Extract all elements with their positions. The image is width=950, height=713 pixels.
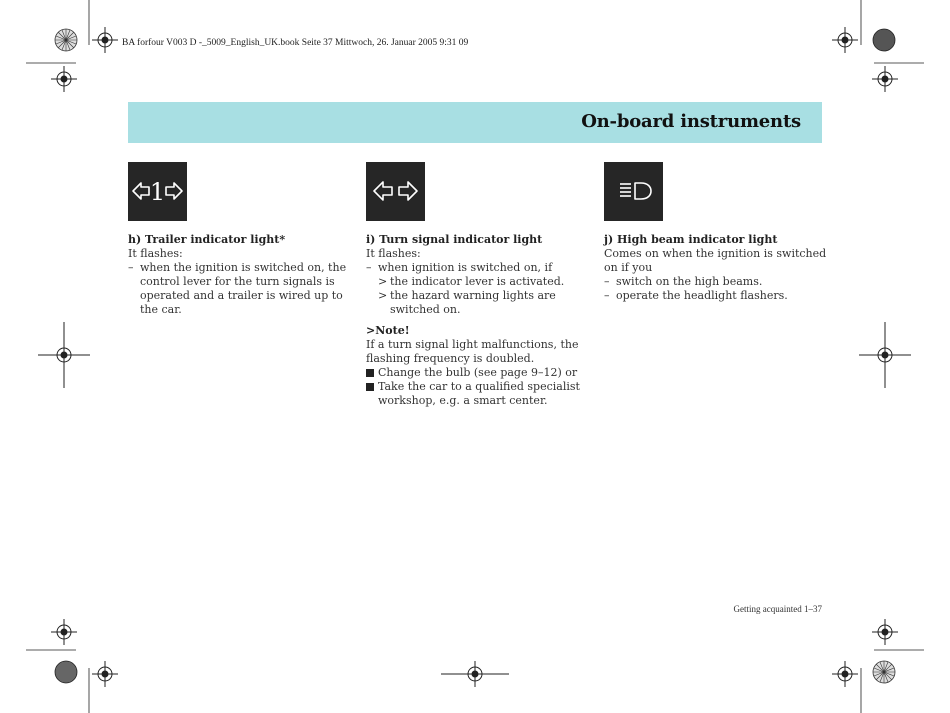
bullet-item: Take the car to a qualified specialist <box>366 380 596 394</box>
star-target-icon <box>55 29 77 51</box>
list-item: – switch on the high beams. <box>604 275 834 289</box>
bullet-item: Change the bulb (see page 9–12) or <box>366 366 596 380</box>
text-line: Comes on when the ignition is switched <box>604 247 827 260</box>
text-line: control lever for the turn signals is <box>140 275 335 288</box>
print-header: BA forfour V003 D -_5009_English_UK.book Seite 37 Mittwoch, 26. Januar 2005 9:31 09 <box>122 38 469 48</box>
crosshair-target-icon <box>859 322 911 388</box>
note-heading: >Note! <box>366 324 410 337</box>
crosshair-target-icon <box>92 661 118 687</box>
section-heading: j) High beam indicator light <box>604 233 778 246</box>
text-line: the car. <box>140 303 182 316</box>
crosshair-target-icon <box>51 619 77 645</box>
sub-list-item: > the hazard warning lights are <box>366 289 596 303</box>
crosshair-target-icon <box>38 322 90 388</box>
section-heading: h) Trailer indicator light* <box>128 233 286 246</box>
text-line: If a turn signal light malfunctions, the <box>366 338 579 351</box>
text-line: switched on. <box>390 303 461 316</box>
crosshair-target-icon <box>51 66 77 92</box>
list-item: – when the ignition is switched on, the <box>128 261 358 275</box>
text-line: on if you <box>604 261 653 274</box>
gray-target-icon <box>55 661 77 683</box>
text-line: It flashes: <box>366 247 421 260</box>
list-item: – when ignition is switched on, if <box>366 261 596 275</box>
crosshair-target-icon <box>872 66 898 92</box>
text-line: operated and a trailer is wired up to <box>140 289 343 302</box>
text-line: It flashes: <box>128 247 183 260</box>
gray-target-icon <box>873 29 895 51</box>
crosshair-target-icon <box>832 661 858 687</box>
text-line: flashing frequency is doubled. <box>366 352 535 365</box>
crosshair-target-icon <box>832 27 858 53</box>
page-footer: Getting acquainted 1–37 <box>733 604 822 614</box>
section-heading: i) Turn signal indicator light <box>366 233 543 246</box>
crosshair-target-icon <box>441 661 509 687</box>
star-target-icon <box>873 661 895 683</box>
crosshair-target-icon <box>872 619 898 645</box>
sub-list-item: > the indicator lever is activated. <box>366 275 596 289</box>
svg-text:1: 1 <box>149 178 166 206</box>
text-line: workshop, e.g. a smart center. <box>378 394 548 407</box>
page-title: On-board instruments <box>581 111 801 132</box>
crosshair-target-icon <box>92 27 118 53</box>
list-item: – operate the headlight flashers. <box>604 289 834 303</box>
